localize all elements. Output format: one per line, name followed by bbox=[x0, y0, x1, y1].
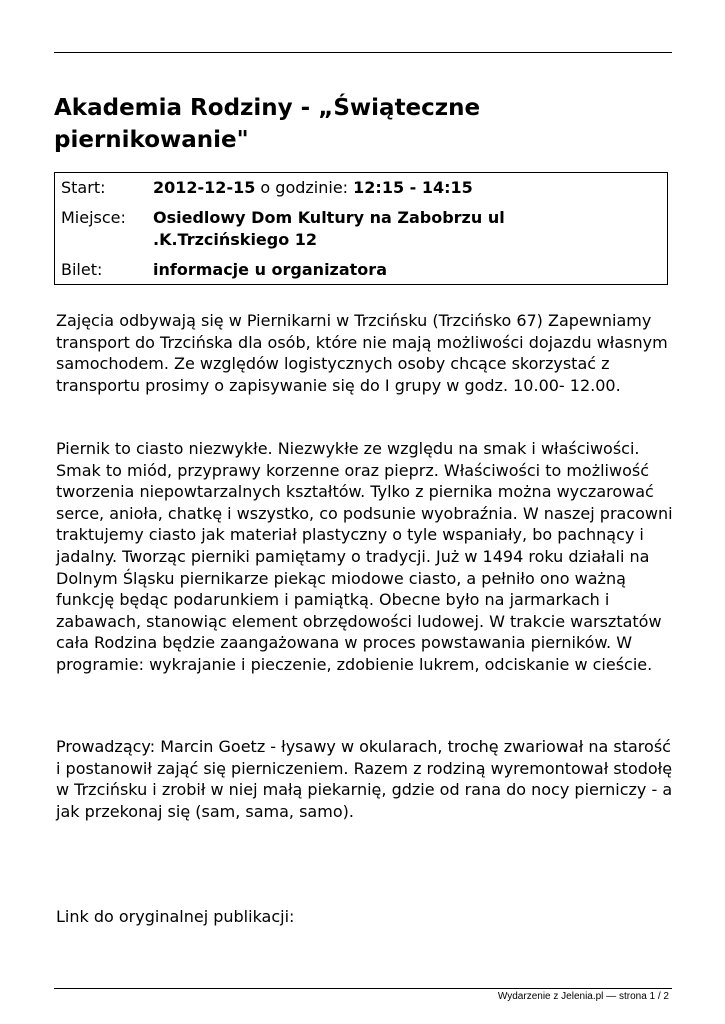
start-label: Start: bbox=[61, 178, 106, 197]
original-link-label[interactable]: Link do oryginalnej publikacji: bbox=[56, 907, 295, 926]
start-connector: o godzinie: bbox=[255, 178, 354, 197]
page-footer: Wydarzenie z Jelenia.pl — strona 1 / 2 bbox=[497, 991, 669, 1002]
ticket-value bbox=[153, 259, 553, 281]
place-value bbox=[153, 207, 553, 251]
ticket-text: informacje u organizatora bbox=[153, 260, 387, 279]
event-info-box bbox=[54, 172, 668, 285]
header-divider bbox=[54, 52, 672, 53]
paragraph-transport: Zajęcia odbywają się w Piernikarni w Trzcińsku (Trzcińsko 67) Zapewniamy transport do Trzcińska dla osób, które nie mają możliwości dojazdu własnym samochodem. Ze względów logistycznych osoby chcące skorzystać z transportu prosimy o zapisywanie się do I grupy w godz. 10.00- 12.00. bbox=[56, 311, 668, 395]
footer-divider bbox=[54, 988, 672, 989]
page-title: Akademia Rodziny - „Świąteczne piernikowanie" bbox=[54, 95, 481, 153]
start-time: 12:15 - 14:15 bbox=[353, 178, 473, 197]
place-label: Miejsce: bbox=[61, 208, 126, 227]
place-text: Osiedlowy Dom Kultury na Zabobrzu ul .K.Trzcińskiego 12 bbox=[153, 208, 505, 249]
start-date: 2012-12-15 bbox=[153, 178, 256, 197]
paragraph-instructor: Prowadzący: Marcin Goetz - łysawy w okularach, trochę zwariował na starość i postanowił zająć się pierniczeniem. Razem z rodziną wyremontował stodołę w Trzcińsku i zrobił w niej małą piekarnię, gdzie od rana do nocy pierniczy - a jak przekonaj się (sam, sama, samo). bbox=[56, 737, 673, 821]
start-value bbox=[153, 177, 553, 199]
ticket-label: Bilet: bbox=[61, 260, 103, 279]
paragraph-gingerbread: Piernik to ciasto niezwykłe. Niezwykłe ze względu na smak i właściwości. Smak to miód, przyprawy korzenne oraz pieprz. Właściwości to możliwość tworzenia niepowtarzalnych kształtów. Tylko z piernika można wyczarować serce, anioła, chatkę i wszystko, co podsunie wyobraźnia. W naszej pracowni traktujemy ciasto jak materiał plastyczny o tyle wspaniały, bo pachnący i jadalny. Tworząc pierniki pamiętamy o tradycji. Już w 1494 roku działali na Dolnym Śląsku piernikarze piekąc miodowe ciasto, a pełniło ono ważną funkcję będąc podarunkiem i pamiątką. Obecne było na jarmarkach i zabawach, stanowiąc element obrzędowości ludowej. W trakcie warsztatów cała Rodzina będzie zaangażowana w proces powstawania pierników. W programie: wykrajanie i pieczenie, zdobienie lukrem, odciskanie w cieście. bbox=[56, 439, 673, 674]
